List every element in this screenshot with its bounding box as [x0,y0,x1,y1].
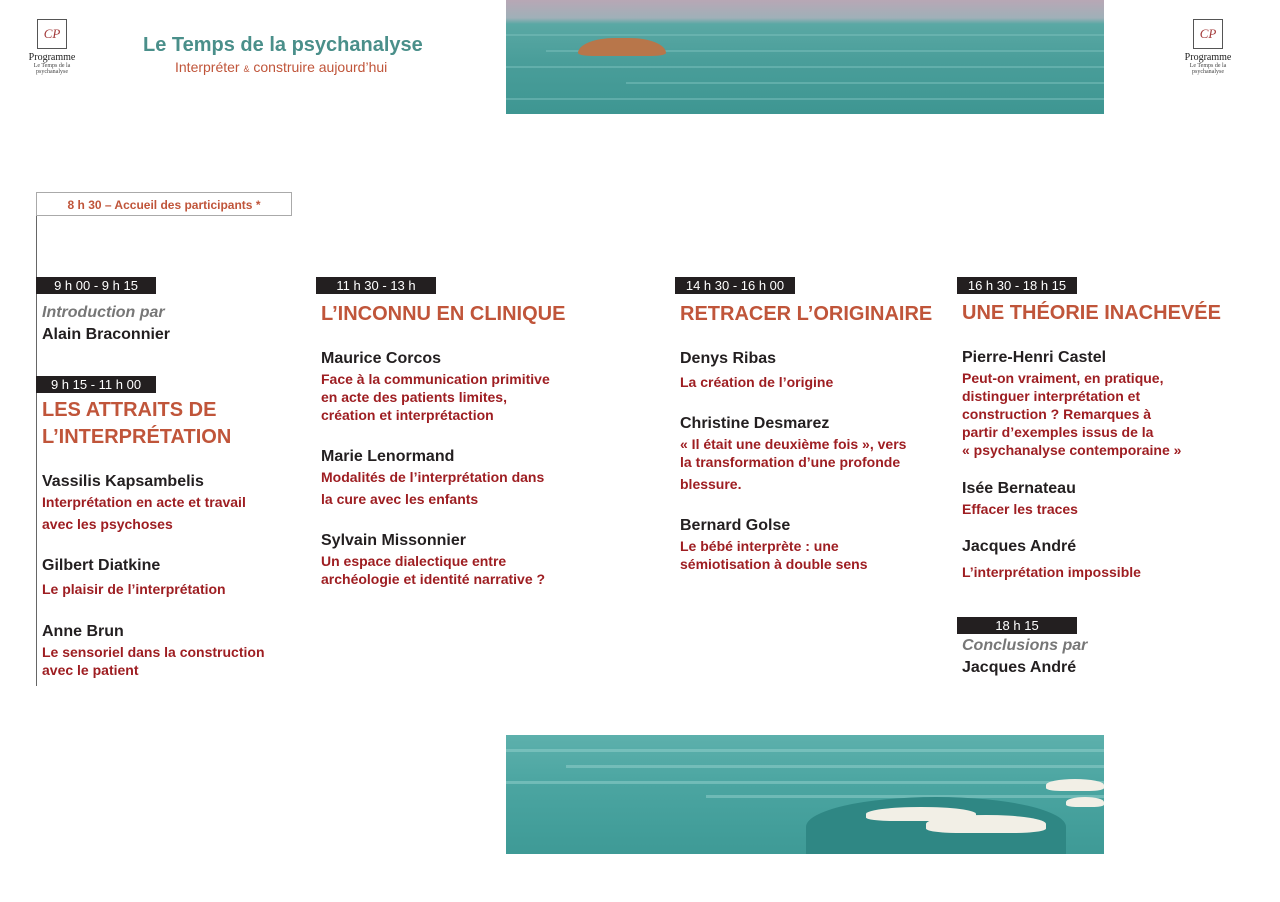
logo-label: Programme [28,52,76,63]
speaker-name: Anne Brun [42,623,124,640]
talk-title-line: Face à la communication primitive [321,371,550,387]
talk-title-line: la transformation d’une profonde [680,454,901,470]
section-title-session1 [42,397,231,451]
logo-left [22,19,82,75]
subtitle-amp: & [243,64,250,74]
talk-title-line: création et interprétaction [321,407,494,423]
talk-title [321,370,550,424]
subtitle-part2: construire aujourd’hui [253,59,388,75]
talk-title-line: Peut-on vraiment, en pratique, [962,370,1164,386]
talk-title: Effacer les traces [962,501,1078,517]
logo-mark: CP [1193,19,1223,49]
speaker-name: Maurice Corcos [321,350,442,367]
talk-title-line: partir d’exemples issus de la [962,424,1154,440]
talk-title: L’interprétation impossible [962,564,1141,580]
speaker-name: Gilbert Diatkine [42,557,161,574]
conclusion-speaker: Jacques André [962,659,1077,676]
talk-title-line: Modalités de l’interprétation dans [321,469,545,485]
time-badge-session1: 9 h 15 - 11 h 00 [36,376,156,393]
talk-title-line: blessure. [680,476,742,492]
speaker-name: Vassilis Kapsambelis [42,473,204,490]
talk-title-line: Un espace dialectique entre [321,553,507,569]
welcome-box: 8 h 30 – Accueil des participants * [36,192,292,216]
section-title-line2: L’INTERPRÉTATION [42,426,232,448]
talk-title-line: Le sensoriel dans la construction [42,644,265,660]
talk-title-line: « Il était une deuxième fois », vers [680,436,907,452]
talk-title-line: construction ? Remarques à [962,406,1152,422]
talk-title: Le plaisir de l’interprétation [42,581,226,597]
talk-title [42,643,265,679]
section-title-session2: L’INCONNU EN CLINIQUE [321,303,566,325]
talk-title: La création de l’origine [680,374,834,390]
speaker-name: Pierre-Henri Castel [962,349,1107,366]
page-title: Le Temps de la psychanalyse [143,34,423,56]
talk-title-line: avec les psychoses [42,516,173,532]
intro-label: Introduction par [42,304,165,321]
speaker-name: Marie Lenormand [321,448,455,465]
speaker-name: Denys Ribas [680,350,777,367]
section-title-line1: LES ATTRAITS DE [42,399,217,421]
speaker-name: Jacques André [962,538,1077,555]
section-title-session3: RETRACER L’ORIGINAIRE [680,303,933,325]
section-title-session4: UNE THÉORIE INACHEVÉE [962,302,1221,324]
logo-sub: Le Temps de la psychanalyse [1189,63,1227,75]
speaker-name: Bernard Golse [680,517,791,534]
logo-right [1178,19,1238,75]
talk-title-line: archéologie et identité narrative ? [321,571,546,587]
page-subtitle [175,59,387,75]
talk-title-line: Interprétation en acte et travail [42,494,246,510]
conclusion-label: Conclusions par [962,637,1088,654]
talk-title-line: distinguer interprétation et [962,388,1141,404]
talk-title-line: en acte des patients limites, [321,389,507,405]
time-badge-session4: 16 h 30 - 18 h 15 [957,277,1077,294]
speaker-name: Isée Bernateau [962,480,1076,497]
speaker-name: Christine Desmarez [680,415,830,432]
talk-title [42,493,246,533]
talk-title-line: Le bébé interprète : une [680,538,839,554]
rock-island [578,38,666,56]
talk-title [962,369,1181,459]
speaker-name: Sylvain Missonnier [321,532,466,549]
talk-title [321,552,545,588]
talk-title-line: avec le patient [42,662,139,678]
time-badge-intro: 9 h 00 - 9 h 15 [36,277,156,294]
logo-sub: Le Temps de la psychanalyse [33,63,71,75]
sea-painting-bottom [506,735,1104,854]
timeline-line [36,192,37,686]
time-badge-session3: 14 h 30 - 16 h 00 [675,277,795,294]
talk-title [321,468,544,508]
time-badge-session2: 11 h 30 - 13 h [316,277,436,294]
subtitle-part1: Interpréter [175,59,240,75]
talk-title-line: « psychanalyse contemporaine » [962,442,1182,458]
talk-title [680,435,906,493]
logo-label: Programme [1184,52,1232,63]
intro-speaker: Alain Braconnier [42,326,171,343]
sea-painting-top [506,0,1104,114]
talk-title-line: la cure avec les enfants [321,491,479,507]
talk-title [680,537,868,573]
time-badge-conclusion: 18 h 15 [957,617,1077,634]
logo-mark: CP [37,19,67,49]
talk-title-line: sémiotisation à double sens [680,556,868,572]
